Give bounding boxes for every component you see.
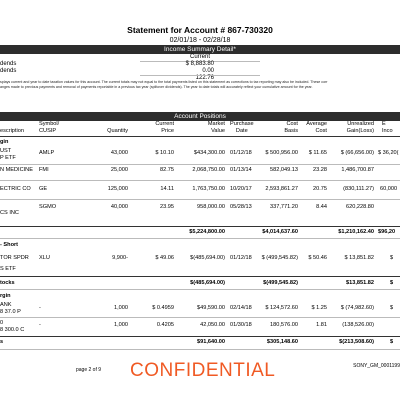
- position-desc: ECTRIC CO: [0, 186, 31, 192]
- position-qty: 40,000: [110, 204, 128, 210]
- position-income: $: [390, 305, 394, 311]
- row-divider: [0, 289, 400, 290]
- position-symbol: -: [39, 322, 41, 328]
- col-market-value: [208, 121, 225, 135]
- position-qty: 1,000: [114, 305, 128, 311]
- section-label-short: - Short: [0, 242, 19, 248]
- positions-header: Account Positions: [0, 112, 400, 121]
- position-symbol: XLU: [39, 255, 50, 261]
- position-income: 60,000: [380, 186, 398, 192]
- columns-divider: [0, 136, 400, 137]
- position-price: $ 0.4959: [152, 305, 174, 311]
- position-date: 02/14/18: [230, 305, 252, 311]
- subtotal-income: $96,20: [378, 229, 396, 235]
- row-divider: [0, 199, 400, 200]
- total-gain: $(213,508.60): [339, 339, 374, 345]
- col-income-line2: Inco: [382, 128, 393, 134]
- subtotal-market: $5,224,800.00: [189, 229, 225, 235]
- col-unrealized: [347, 121, 374, 135]
- position-desc: ANK: [0, 302, 12, 308]
- total-market: $91,640.00: [197, 339, 225, 345]
- col-avg-line1: Average: [306, 121, 327, 127]
- position-desc: UST: [0, 148, 12, 154]
- position-cost: $ 124,572.60: [265, 305, 298, 311]
- position-symbol: FMI: [39, 167, 49, 173]
- col-unrealized-line1: Unrealized: [347, 121, 374, 127]
- position-price: 82.75: [160, 167, 174, 173]
- position-avg: 1.81: [316, 322, 327, 328]
- position-desc-2: 8 300.0 C: [0, 327, 25, 333]
- subtotal-cost: $(499,545.82): [263, 280, 298, 286]
- position-market: 1,763,750.00: [192, 186, 225, 192]
- row-divider: [0, 349, 400, 350]
- bates-number: SONY_GM_0001199: [353, 363, 400, 369]
- income-disclaimer: [0, 80, 400, 90]
- col-symbol-line2: CUSIP: [39, 128, 57, 134]
- position-date: 10/20/17: [230, 186, 252, 192]
- position-gain: $ (74,982.60): [340, 305, 374, 311]
- col-price-line2: Price: [161, 128, 174, 134]
- income-total-divider: [140, 75, 260, 76]
- position-gain: (138,526.00): [342, 322, 374, 328]
- position-qty: 25,000: [110, 167, 128, 173]
- position-cost: 337,771.20: [270, 204, 298, 210]
- total-income: $: [390, 339, 394, 345]
- col-price-line1: Current: [155, 121, 174, 127]
- subtotal-divider: [0, 276, 400, 277]
- position-income: $: [390, 255, 394, 261]
- income-row-label-2: dends: [0, 68, 17, 74]
- position-desc: 0: [0, 320, 4, 326]
- position-gain: $ 13,851.82: [344, 255, 374, 261]
- col-purchase-date: [230, 121, 254, 135]
- col-symbol-line1: Symbol/: [39, 121, 60, 127]
- row-divider: [0, 180, 400, 181]
- position-avg: 8.44: [316, 204, 327, 210]
- position-avg: $ 1.25: [311, 305, 327, 311]
- position-market: 958,000.00: [197, 204, 225, 210]
- position-qty: 1,000: [114, 322, 128, 328]
- income-row-value-3: 122.76: [195, 75, 214, 81]
- position-desc-2: 8 37.0 P: [0, 309, 21, 315]
- income-disclaimer-line-1: splays current and year to date taxation values for this account. The current totals may not equal to the total payments listed on this statement as corrections to tax reporting may also be included. These corr: [0, 80, 328, 84]
- position-price: 0.4205: [156, 322, 174, 328]
- position-qty: 9,900-: [112, 255, 128, 261]
- position-gain: 620,228.80: [346, 204, 374, 210]
- position-qty: 125,000: [107, 186, 128, 192]
- row-divider: [0, 164, 400, 165]
- position-date: 01/30/18: [230, 322, 252, 328]
- page-number: page 2 of 9: [76, 367, 102, 373]
- income-row-value-1: $ 8,883.80: [185, 61, 214, 67]
- section-label-margin-2: rgin: [0, 293, 11, 299]
- position-price: $ 10.10: [155, 150, 174, 156]
- position-market: 42,050.00: [200, 322, 225, 328]
- position-desc-2: S ETF: [0, 266, 16, 272]
- position-cost: 582,049.13: [270, 167, 298, 173]
- section-label-stocks: tocks: [0, 280, 15, 286]
- position-qty: 43,000: [110, 150, 128, 156]
- position-market: $434,300.00: [193, 150, 225, 156]
- row-divider: [0, 317, 400, 318]
- col-income: [382, 121, 393, 135]
- position-date: 05/28/13: [230, 204, 252, 210]
- col-avg-line2: Cost: [315, 128, 327, 134]
- subtotal-divider: [0, 226, 400, 227]
- position-market: $(485,694.00): [190, 255, 225, 261]
- confidential-stamp: CONFIDENTIAL: [130, 360, 276, 381]
- position-price: $ 49.06: [155, 255, 174, 261]
- position-cost: 180,576.00: [270, 322, 298, 328]
- col-cost-line1: Cost: [286, 121, 298, 127]
- section-label-margin: gin: [0, 139, 9, 145]
- position-symbol: -: [39, 305, 41, 311]
- income-summary-header: Income Summary Detail*: [0, 45, 400, 54]
- row-divider: [0, 238, 400, 239]
- col-description: escription: [0, 128, 24, 134]
- income-current-col: Current: [190, 54, 211, 60]
- position-price: 23.95: [160, 204, 174, 210]
- income-row-label-1: dends: [0, 61, 17, 67]
- col-purchase-line2: Date: [235, 128, 248, 134]
- position-symbol: SGMO: [39, 204, 57, 210]
- col-cost-basis: [284, 121, 298, 135]
- position-symbol: GE: [39, 186, 48, 192]
- subtotal-cost: $4,014,637.60: [262, 229, 298, 235]
- subtotal-divider: [0, 336, 400, 337]
- col-market-line1: Market: [207, 121, 225, 127]
- position-date: 01/12/18: [230, 255, 252, 261]
- statement-title: Statement for Account # 867-730320: [127, 25, 273, 35]
- position-price: 14.11: [160, 186, 174, 192]
- col-purchase-line1: Purchase: [230, 121, 254, 127]
- statement-period: 02/01/18 - 02/28/18: [169, 37, 231, 44]
- subtotal-gain: $1,210,162.40: [338, 229, 374, 235]
- position-gain: (830,111.27): [343, 186, 374, 192]
- position-desc: N MEDICINE: [0, 167, 33, 173]
- position-desc: TOR SPDR: [0, 255, 29, 261]
- income-row-value-2: 0.00: [202, 68, 214, 74]
- position-desc-2: P ETF: [0, 155, 16, 161]
- subtotal-income: $: [390, 280, 394, 286]
- position-desc: CS INC: [0, 210, 19, 216]
- position-cost: 2,593,861.27: [265, 186, 298, 192]
- position-avg: 23.28: [313, 167, 327, 173]
- position-market: $49,590.00: [197, 305, 225, 311]
- position-avg: 20.75: [313, 186, 327, 192]
- col-symbol: [39, 121, 59, 135]
- col-income-line1: E: [382, 121, 386, 127]
- position-income: $ 36,20(: [378, 150, 399, 156]
- position-cost: $ (499,545.82): [261, 255, 298, 261]
- col-quantity: Quantity: [107, 128, 128, 134]
- position-avg: $ 11.65: [308, 150, 327, 156]
- col-cost-line2: Basis: [284, 128, 298, 134]
- position-market: 2,068,750.00: [192, 167, 225, 173]
- col-market-line2: Value: [211, 128, 225, 134]
- col-price: [155, 121, 174, 135]
- section-label-total: s: [0, 339, 4, 345]
- subtotal-gain: $13,851.82: [346, 280, 374, 286]
- position-date: 01/13/14: [230, 167, 252, 173]
- position-gain: 1,486,700.87: [341, 167, 374, 173]
- col-average-cost: [306, 121, 327, 135]
- position-cost: $ 500,956.00: [265, 150, 298, 156]
- position-date: 01/12/18: [230, 150, 252, 156]
- total-cost: $305,148.60: [266, 339, 298, 345]
- position-symbol: AMLP: [39, 150, 55, 156]
- position-avg: $ 50.46: [308, 255, 327, 261]
- income-disclaimer-line-2: anges made to previous payments and removal of payments reportable in a previous tax year (splitover dividends). The year to date totals will accurately reflect your cumulative amount for the year.: [0, 85, 313, 89]
- position-gain: $ (66,656.00): [340, 150, 374, 156]
- col-unrealized-line2: Gain(Loss): [346, 128, 374, 134]
- subtotal-market: $(485,694.00): [190, 280, 225, 286]
